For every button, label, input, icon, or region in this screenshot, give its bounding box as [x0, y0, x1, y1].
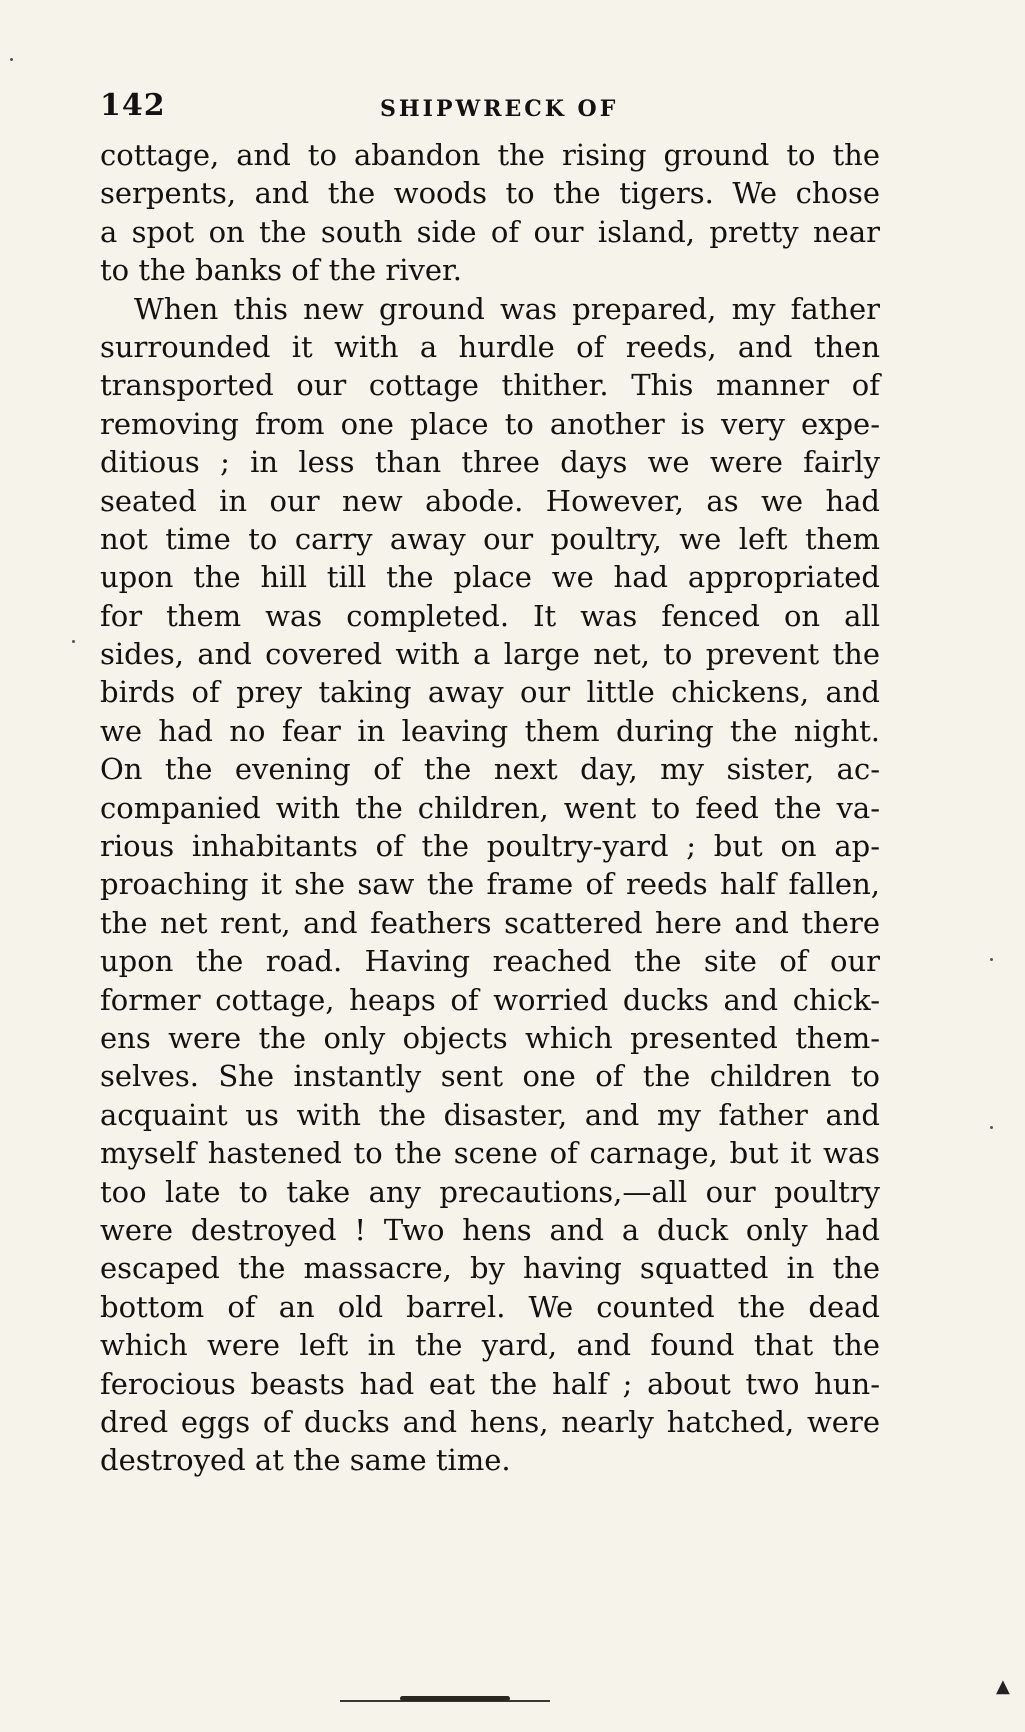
text-line: dred eggs of ducks and hens, nearly hatched, were	[100, 1404, 880, 1439]
tailpiece-ornament	[340, 1696, 550, 1704]
text-line: companied with the children, went to feed the va-	[100, 790, 880, 825]
text-line: proaching it she saw the frame of reeds half fallen,	[100, 867, 880, 902]
text-line: former cottage, heaps of worried ducks and chick-	[100, 982, 880, 1017]
text-line: destroyed at the same time.	[100, 1443, 511, 1478]
text-line: upon the road. Having reached the site of our	[100, 944, 880, 979]
text-line: bottom of an old barrel. We counted the dead	[100, 1289, 880, 1324]
text-line: removing from one place to another is very expe-	[100, 406, 880, 441]
paper-speck	[990, 1126, 993, 1129]
text-line: which were left in the yard, and found that the	[100, 1328, 880, 1363]
running-head: SHIPWRECK OF	[380, 96, 619, 122]
text-line: were destroyed ! Two hens and a duck only had	[100, 1212, 880, 1247]
text-line: selves. She instantly sent one of the children to	[100, 1059, 880, 1094]
page-number: 142	[100, 88, 166, 123]
page-header	[100, 88, 880, 128]
text-line: ens were the only objects which presented them-	[100, 1020, 880, 1055]
text-line: When this new ground was prepared, my father	[134, 291, 880, 326]
text-line: to the banks of the river.	[100, 253, 462, 288]
text-line: On the evening of the next day, my sister, ac-	[100, 752, 880, 787]
text-line: transported our cottage thither. This manner of	[100, 368, 880, 403]
text-line: cottage, and to abandon the rising ground to the	[100, 138, 880, 172]
text-line: upon the hill till the place we had appropriated	[100, 560, 880, 595]
text-line: for them was completed. It was fenced on all	[100, 598, 880, 633]
tailpiece-flourish	[400, 1696, 510, 1701]
body-text	[100, 136, 880, 1480]
text-line: escaped the massacre, by having squatted in the	[100, 1251, 880, 1286]
printer-mark-icon: ▲	[996, 1676, 1010, 1697]
text-line: seated in our new abode. However, as we had	[100, 483, 880, 518]
text-line: a spot on the south side of our island, pretty near	[100, 214, 880, 249]
text-line: the net rent, and feathers scattered here and there	[100, 905, 880, 940]
paper-speck	[990, 958, 993, 961]
text-line: ditious ; in less than three days we were fairly	[100, 445, 880, 480]
text-line: surrounded it with a hurdle of reeds, and then	[100, 329, 880, 364]
text-line: ferocious beasts had eat the half ; about two hun-	[100, 1366, 880, 1401]
text-line: rious inhabitants of the poultry-yard ; but on ap-	[100, 829, 880, 864]
text-line: serpents, and the woods to the tigers. We chose	[100, 176, 880, 211]
text-line: too late to take any precautions,—all our poultry	[100, 1174, 880, 1209]
text-line: we had no fear in leaving them during the night.	[100, 713, 880, 748]
text-line: acquaint us with the disaster, and my father and	[100, 1097, 880, 1132]
paper-speck	[72, 640, 75, 643]
text-line: not time to carry away our poultry, we left them	[100, 521, 880, 556]
paper-speck	[10, 58, 13, 61]
text-line: myself hastened to the scene of carnage, but it was	[100, 1136, 880, 1171]
text-line: sides, and covered with a large net, to prevent the	[100, 637, 880, 672]
text-line: birds of prey taking away our little chickens, and	[100, 675, 880, 710]
